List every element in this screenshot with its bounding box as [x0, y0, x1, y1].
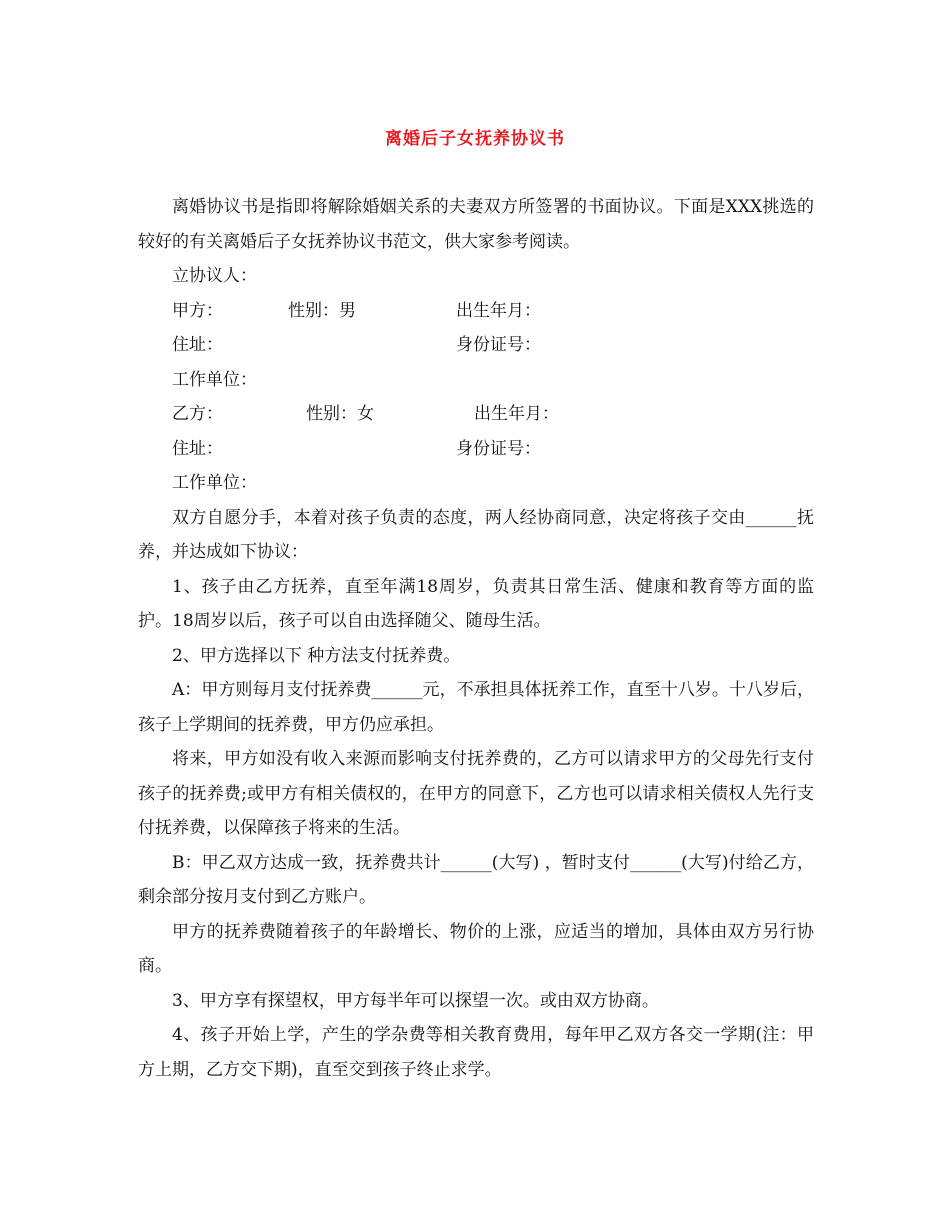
party-b-work: 工作单位：: [172, 473, 257, 493]
paragraph: 甲方的抚养费随着孩子的年龄增长、物价的上涨，应适当的增加，具体由双方另行协商。: [138, 921, 814, 976]
party-b-row: [138, 397, 814, 432]
party-a-label: 甲方：: [172, 300, 223, 321]
party-a-work-row: [138, 363, 814, 398]
paragraph: A：甲方则每月支付抚养费______元，不承担具体抚养工作，直至十八岁。十八岁后，孩子上学期间的抚养费，甲方仍应承担。: [138, 680, 814, 735]
signatory-label: 立协议人：: [172, 266, 257, 286]
party-b-id: 身份证号：: [456, 438, 541, 459]
paragraph: 2、甲方选择以下 种方法支付抚养费。: [172, 645, 461, 666]
paragraph: B：甲乙双方达成一致，抚养费共计______(大写) ，暂时支付______(大写)付给乙方，剩余部分按月支付到乙方账户。: [138, 852, 814, 907]
party-b-address-row: [138, 432, 814, 467]
party-a-id: 身份证号：: [456, 335, 541, 355]
party-a-address: 住址：: [172, 335, 223, 355]
paragraph: 将来，甲方如没有收入来源而影响支付抚养费的，乙方可以请求甲方的父母先行支付孩子的抚养费;或甲方有相关债权的，在甲方的同意下，乙方也可以请求相关债权人先行支付抚养费，以保障孩子将来的生活。: [138, 749, 814, 838]
intro-paragraph: 离婚协议书是指即将解除婚姻关系的夫妻双方所签署的书面协议。下面是XXX挑选的较好的有关离婚后子女抚养协议书范文，供大家参考阅读。: [138, 197, 814, 252]
party-b-birth: 出生年月：: [474, 404, 559, 424]
signatory-row: [138, 259, 814, 294]
paragraph: 3、甲方享有探望权，甲方每半年可以探望一次。或由双方协商。: [172, 990, 659, 1011]
party-a-row: [138, 294, 814, 329]
paragraph: 4、孩子开始上学，产生的学杂费等相关教育费用，每年甲乙双方各交一学期(注：甲方上期，乙方交下期)，直至交到孩子终止求学。: [138, 1025, 814, 1080]
party-a-birth: 出生年月：: [456, 300, 541, 321]
party-b-gender: 性别：女: [306, 404, 374, 424]
party-b-label: 乙方：: [172, 404, 223, 424]
paragraph: 1、孩子由乙方抚养，直至年满18周岁，负责其日常生活、健康和教育等方面的监护。18周岁以后，孩子可以自由选择随父、随母生活。: [138, 576, 814, 631]
party-b-address: 住址：: [172, 438, 223, 459]
paragraph: 双方自愿分手，本着对孩子负责的态度，两人经协商同意，决定将孩子交由______抚养，并达成如下协议：: [138, 507, 814, 562]
document-body: [138, 190, 814, 1087]
party-b-work-row: [138, 466, 814, 501]
party-a-address-row: [138, 328, 814, 363]
party-a-gender: 性别：男: [288, 300, 356, 321]
document-title: 离婚后子女抚养协议书: [385, 129, 565, 149]
party-a-work: 工作单位：: [172, 369, 257, 390]
